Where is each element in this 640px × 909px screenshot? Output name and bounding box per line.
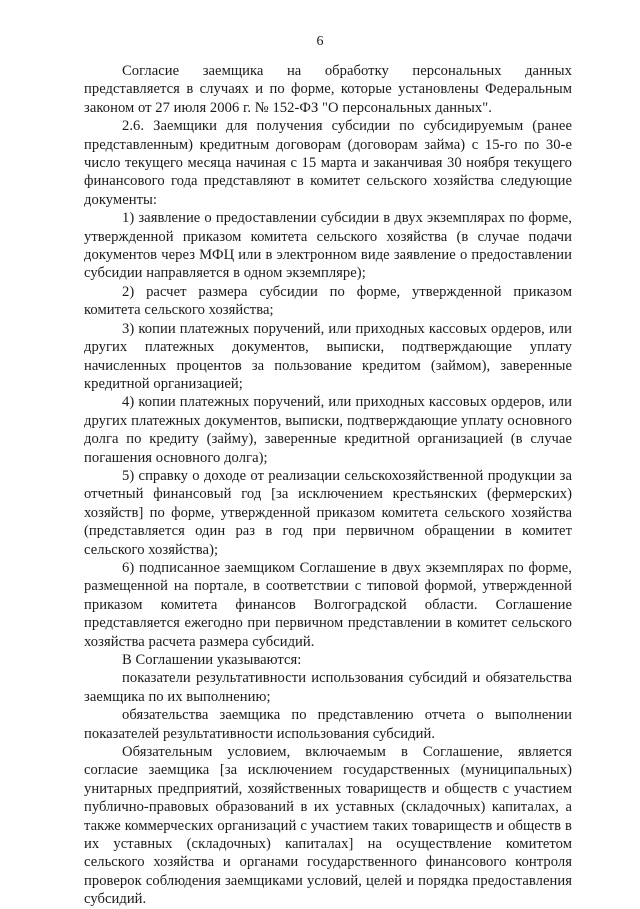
paragraph-section-2-6: 2.6. Заемщики для получения субсидии по субсидируемым (ранее представленным) кредитным договорам (договорам займа) с 15-го по 30-е число текущего месяца начиная с 15 марта и заканчивая 30 ноября текущего финансового года представляют в комитет сельского хозяйства следующие документы:: [84, 118, 572, 208]
document-body: [84, 62, 572, 909]
paragraph-item-5: 5) справку о доходе от реализации сельскохозяйственной продукции за отчетный финансовый год [за исключением крестьянских (фермерских) хозяйств] по форме, утвержденной приказом комитета сельского хозяйства (представляется один раз в год при первичном обращении в комитет сельского хозяйства);: [84, 467, 572, 558]
paragraph-performance-indicators: показатели результативности использования субсидий и обязательства заемщика по их выполнению;: [84, 670, 572, 705]
paragraph-agreement-specifies: В Соглашении указываются:: [122, 652, 302, 668]
paragraph-item-2: 2) расчет размера субсидии по форме, утвержденной приказом комитета сельского хозяйства;: [84, 283, 572, 319]
paragraph-reporting-obligations: обязательства заемщика по представлению отчета о выполнении показателей результативности использования субсидий.: [84, 707, 572, 742]
paragraph-personal-data-consent: Согласие заемщика на обработку персональных данных представляется в случаях и по форме, которые установлены Федеральным законом от 27 июля 2006 г. № 152-ФЗ "О персональных данных".: [84, 63, 572, 116]
paragraph-item-4: 4) копии платежных поручений, или приходных кассовых ордеров, или других платежных документов, выписки, подтверждающие уплату основного долга по кредиту (займу), заверенные кредитной организацией (в случае погашения основного долга);: [84, 394, 572, 466]
page-number: 6: [316, 34, 324, 49]
paragraph-item-1: 1) заявление о предоставлении субсидии в двух экземплярах по форме, утвержденной приказом комитета сельского хозяйства (в случае подачи документов через МФЦ или в электронном виде заявление о предоставлении субсидии направляется в одном экземпляре);: [84, 210, 572, 282]
paragraph-item-6: 6) подписанное заемщиком Соглашение в двух экземплярах по форме, размещенной на портале, в соответствии с типовой формой, утвержденной приказом комитета финансов Волгоградской области. Соглашение представляется ежегодно при первичном представлении в комитет сельского хозяйства расчета размера субсидий.: [84, 559, 572, 650]
paragraph-item-3: 3) копии платежных поручений, или приходных кассовых ордеров, или других платежных документов, выписки, подтверждающие уплату начисленных процентов за пользование кредитом (займом), заверенные кредитной организацией;: [84, 320, 572, 392]
paragraph-mandatory-condition: Обязательным условием, включаемым в Соглашение, является согласие заемщика [за исключением государственных (муниципальных) унитарных предприятий, хозяйственных товариществ и обществ с участием публично-правовых образований в их уставных (складочных) капиталах, а также коммерческих организаций с участием таких товариществ и обществ в их уставных (складочных) капиталах] на осуществление комитетом сельского хозяйства и органами государственного финансового контроля проверок соблюдения заемщиками условий, целей и порядка предоставления субсидий.: [84, 744, 572, 908]
